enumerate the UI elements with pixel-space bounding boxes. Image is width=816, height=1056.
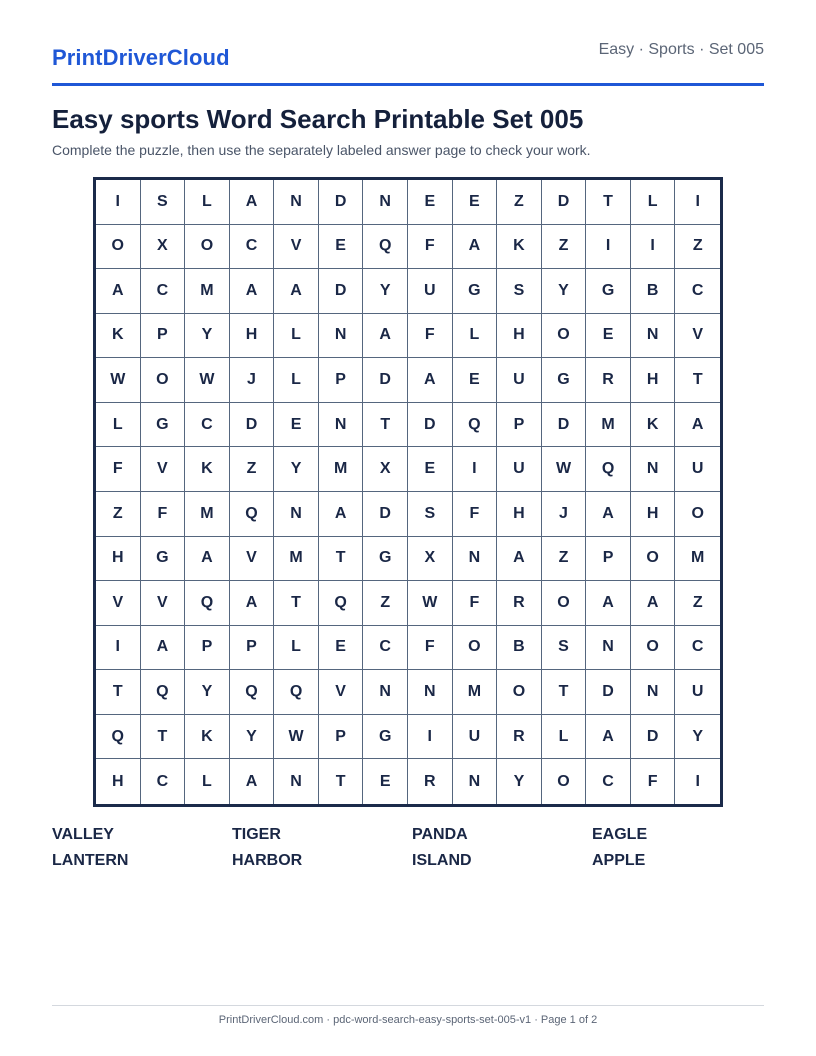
grid-cell: L xyxy=(274,626,319,671)
grid-cell: W xyxy=(542,447,587,492)
grid-cell: D xyxy=(586,670,631,715)
grid-cell: X xyxy=(408,537,453,582)
grid-cell: U xyxy=(675,447,720,492)
grid-cell: I xyxy=(408,715,453,760)
grid-cell: Q xyxy=(141,670,186,715)
grid-cell: A xyxy=(586,581,631,626)
grid-cell: K xyxy=(497,225,542,270)
grid-cell: N xyxy=(274,759,319,804)
grid-cell: U xyxy=(497,358,542,403)
grid-cell: C xyxy=(363,626,408,671)
grid-cell: S xyxy=(141,180,186,225)
grid-cell: Q xyxy=(185,581,230,626)
grid-cell: O xyxy=(542,314,587,359)
grid-cell: L xyxy=(185,759,230,804)
grid-cell: H xyxy=(96,537,141,582)
grid-cell: Q xyxy=(230,670,275,715)
grid-cell: M xyxy=(185,492,230,537)
grid-cell: S xyxy=(408,492,453,537)
grid-cell: E xyxy=(408,447,453,492)
grid-cell: Y xyxy=(230,715,275,760)
grid-cell: T xyxy=(96,670,141,715)
grid-cell: V xyxy=(675,314,720,359)
grid-cell: D xyxy=(363,358,408,403)
grid-cell: T xyxy=(675,358,720,403)
grid-cell: U xyxy=(408,269,453,314)
grid-cell: N xyxy=(363,670,408,715)
grid-cell: E xyxy=(453,180,498,225)
grid-cell: G xyxy=(542,358,587,403)
grid-cell: D xyxy=(408,403,453,448)
grid-cell: L xyxy=(274,358,319,403)
grid-cell: S xyxy=(542,626,587,671)
grid-cell: W xyxy=(274,715,319,760)
grid-cell: Q xyxy=(230,492,275,537)
grid-cell: A xyxy=(363,314,408,359)
grid-cell: E xyxy=(319,225,364,270)
grid-cell: Y xyxy=(497,759,542,804)
grid-cell: D xyxy=(631,715,676,760)
grid-cell: L xyxy=(185,180,230,225)
grid-cell: J xyxy=(542,492,587,537)
grid-cell: O xyxy=(453,626,498,671)
grid-cell: L xyxy=(96,403,141,448)
grid-cell: K xyxy=(185,447,230,492)
grid-cell: C xyxy=(230,225,275,270)
grid-cell: I xyxy=(96,626,141,671)
grid-cell: A xyxy=(631,581,676,626)
grid-cell: Q xyxy=(96,715,141,760)
grid-cell: R xyxy=(497,715,542,760)
grid-cell: G xyxy=(453,269,498,314)
grid-cell: C xyxy=(675,626,720,671)
grid-cell: A xyxy=(319,492,364,537)
grid-cell: B xyxy=(631,269,676,314)
grid-cell: T xyxy=(319,759,364,804)
word-list-item: HARBOR xyxy=(232,852,303,869)
grid-cell: D xyxy=(363,492,408,537)
grid-cell: A xyxy=(141,626,186,671)
page-footer: PrintDriverCloud.com · pdc-word-search-easy-sports-set-005-v1 · Page 1 of 2 xyxy=(218,1014,598,1026)
grid-cell: R xyxy=(586,358,631,403)
grid-cell: Y xyxy=(675,715,720,760)
grid-cell: A xyxy=(230,269,275,314)
grid-cell: C xyxy=(141,759,186,804)
grid-cell: I xyxy=(453,447,498,492)
grid-cell: O xyxy=(141,358,186,403)
grid-cell: Q xyxy=(363,225,408,270)
grid-cell: N xyxy=(408,670,453,715)
grid-cell: N xyxy=(631,447,676,492)
grid-cell: M xyxy=(586,403,631,448)
grid-cell: A xyxy=(185,537,230,582)
grid-cell: D xyxy=(230,403,275,448)
grid-cell: J xyxy=(230,358,275,403)
grid-cell: F xyxy=(408,626,453,671)
grid-cell: A xyxy=(230,759,275,804)
grid-cell: Z xyxy=(230,447,275,492)
grid-cell: C xyxy=(185,403,230,448)
grid-cell: N xyxy=(363,180,408,225)
grid-cell: H xyxy=(230,314,275,359)
grid-cell: N xyxy=(319,403,364,448)
grid-cell: O xyxy=(542,759,587,804)
grid-cell: A xyxy=(96,269,141,314)
grid-cell: M xyxy=(274,537,319,582)
grid-cell: M xyxy=(319,447,364,492)
grid-cell: F xyxy=(408,314,453,359)
grid-cell: T xyxy=(319,537,364,582)
grid-cell: F xyxy=(408,225,453,270)
grid-cell: E xyxy=(586,314,631,359)
grid-cell: A xyxy=(230,180,275,225)
grid-cell: M xyxy=(453,670,498,715)
grid-cell: R xyxy=(497,581,542,626)
grid-cell: V xyxy=(274,225,319,270)
grid-cell: A xyxy=(274,269,319,314)
page-header xyxy=(52,36,764,86)
grid-cell: Q xyxy=(274,670,319,715)
grid-cell: V xyxy=(141,581,186,626)
grid-cell: V xyxy=(230,537,275,582)
grid-cell: Q xyxy=(453,403,498,448)
grid-cell: Q xyxy=(319,581,364,626)
grid-cell: I xyxy=(586,225,631,270)
grid-cell: U xyxy=(453,715,498,760)
puzzle-meta: Easy · Sports · Set 005 xyxy=(598,41,764,58)
grid-cell: X xyxy=(141,225,186,270)
grid-cell: P xyxy=(497,403,542,448)
grid-cell: F xyxy=(631,759,676,804)
grid-cell: N xyxy=(631,670,676,715)
word-search-grid xyxy=(93,177,723,807)
grid-cell: L xyxy=(274,314,319,359)
grid-cell: Z xyxy=(675,581,720,626)
grid-cell: U xyxy=(675,670,720,715)
grid-cell: H xyxy=(497,492,542,537)
grid-cell: G xyxy=(141,537,186,582)
grid-cell: H xyxy=(631,358,676,403)
grid-cell: Y xyxy=(185,314,230,359)
word-list-item: TIGER xyxy=(232,826,281,843)
grid-cell: Y xyxy=(185,670,230,715)
grid-cell: I xyxy=(695,772,700,790)
grid-cell: H xyxy=(497,314,542,359)
grid-cell: F xyxy=(141,492,186,537)
grid-cell: E xyxy=(408,180,453,225)
page-subtitle: Complete the puzzle, then use the separately labeled answer page to check your work. xyxy=(52,142,591,158)
grid-cell: P xyxy=(586,537,631,582)
grid-cell: O xyxy=(497,670,542,715)
grid-cell: A xyxy=(586,715,631,760)
grid-cell: W xyxy=(185,358,230,403)
grid-cell: P xyxy=(319,715,364,760)
grid-cell: V xyxy=(141,447,186,492)
grid-cell: D xyxy=(319,269,364,314)
grid-cell: G xyxy=(141,403,186,448)
grid-cell: I xyxy=(96,180,141,225)
grid-cell: Y xyxy=(274,447,319,492)
grid-cell: M xyxy=(675,537,720,582)
grid-cell: P xyxy=(230,626,275,671)
grid-cell: V xyxy=(96,581,141,626)
grid-cell: K xyxy=(185,715,230,760)
grid-cell: U xyxy=(497,447,542,492)
grid-cell: F xyxy=(453,492,498,537)
grid-cell: Z xyxy=(542,225,587,270)
grid-cell: T xyxy=(586,180,631,225)
grid-cell: A xyxy=(497,537,542,582)
grid-cell: L xyxy=(542,715,587,760)
grid-cell: M xyxy=(185,269,230,314)
grid-cell: W xyxy=(96,358,141,403)
grid-cell: Z xyxy=(96,492,141,537)
word-list-item: EAGLE xyxy=(592,826,648,843)
grid-cell: N xyxy=(274,180,319,225)
page-title: Easy sports Word Search Printable Set 005 xyxy=(52,104,584,134)
grid-cell: O xyxy=(675,492,720,537)
grid-cell: T xyxy=(141,715,186,760)
word-list xyxy=(52,826,772,870)
word-list-item: VALLEY xyxy=(52,826,114,843)
grid-cell: F xyxy=(96,447,141,492)
grid-cell: D xyxy=(542,180,587,225)
grid-cell: O xyxy=(631,626,676,671)
grid-cell: S xyxy=(497,269,542,314)
grid-cell: O xyxy=(542,581,587,626)
footer-divider xyxy=(52,1005,764,1006)
grid-cell: G xyxy=(363,537,408,582)
grid-cell: C xyxy=(586,759,631,804)
grid-cell: N xyxy=(453,759,498,804)
grid-cell: K xyxy=(96,314,141,359)
grid-cell: T xyxy=(363,403,408,448)
grid-cell: W xyxy=(408,581,453,626)
grid-cell: T xyxy=(542,670,587,715)
word-list-item: APPLE xyxy=(592,852,646,869)
grid-cell: V xyxy=(319,670,364,715)
grid-cell: D xyxy=(542,403,587,448)
grid-cell: Z xyxy=(363,581,408,626)
grid-cell: N xyxy=(586,626,631,671)
grid-cell: N xyxy=(631,314,676,359)
grid-cell: C xyxy=(141,269,186,314)
grid-cell: X xyxy=(363,447,408,492)
grid-cell: N xyxy=(319,314,364,359)
grid-cell: I xyxy=(675,180,720,225)
grid-cell: A xyxy=(230,581,275,626)
grid-cell: Y xyxy=(542,269,587,314)
grid-cell: E xyxy=(453,358,498,403)
grid-cell: O xyxy=(185,225,230,270)
grid-cell: Z xyxy=(675,225,720,270)
word-list-item: ISLAND xyxy=(412,852,472,869)
grid-cell: O xyxy=(631,537,676,582)
grid-cell: Y xyxy=(363,269,408,314)
grid-cell: I xyxy=(631,225,676,270)
grid-cell: L xyxy=(453,314,498,359)
grid-cell: P xyxy=(319,358,364,403)
grid-cell: G xyxy=(363,715,408,760)
word-list-item: LANTERN xyxy=(52,852,129,869)
brand-logo[interactable]: PrintDriverCloud xyxy=(52,45,230,70)
grid-cell: A xyxy=(408,358,453,403)
grid-cell: N xyxy=(274,492,319,537)
grid-cell: O xyxy=(96,225,141,270)
grid-cell: A xyxy=(586,492,631,537)
grid-cell: A xyxy=(453,225,498,270)
grid-cell: T xyxy=(274,581,319,626)
grid-cell: H xyxy=(96,759,141,804)
grid-cell: G xyxy=(586,269,631,314)
grid-cell: E xyxy=(274,403,319,448)
grid-cell: B xyxy=(497,626,542,671)
grid-cell: K xyxy=(631,403,676,448)
grid-cell: C xyxy=(675,269,720,314)
grid-cell: A xyxy=(675,403,720,448)
grid-cell: Z xyxy=(542,537,587,582)
grid-cell: N xyxy=(453,537,498,582)
grid-cell: F xyxy=(453,581,498,626)
grid-cell: Z xyxy=(497,180,542,225)
grid-cell: R xyxy=(408,759,453,804)
grid-cell: L xyxy=(631,180,676,225)
grid-cell: E xyxy=(319,626,364,671)
grid-cell: P xyxy=(141,314,186,359)
grid-cell: D xyxy=(319,180,364,225)
grid-cell: E xyxy=(363,759,408,804)
word-list-item: PANDA xyxy=(412,826,468,843)
grid-cell: H xyxy=(631,492,676,537)
grid-cell: P xyxy=(185,626,230,671)
grid-cell: Q xyxy=(586,447,631,492)
